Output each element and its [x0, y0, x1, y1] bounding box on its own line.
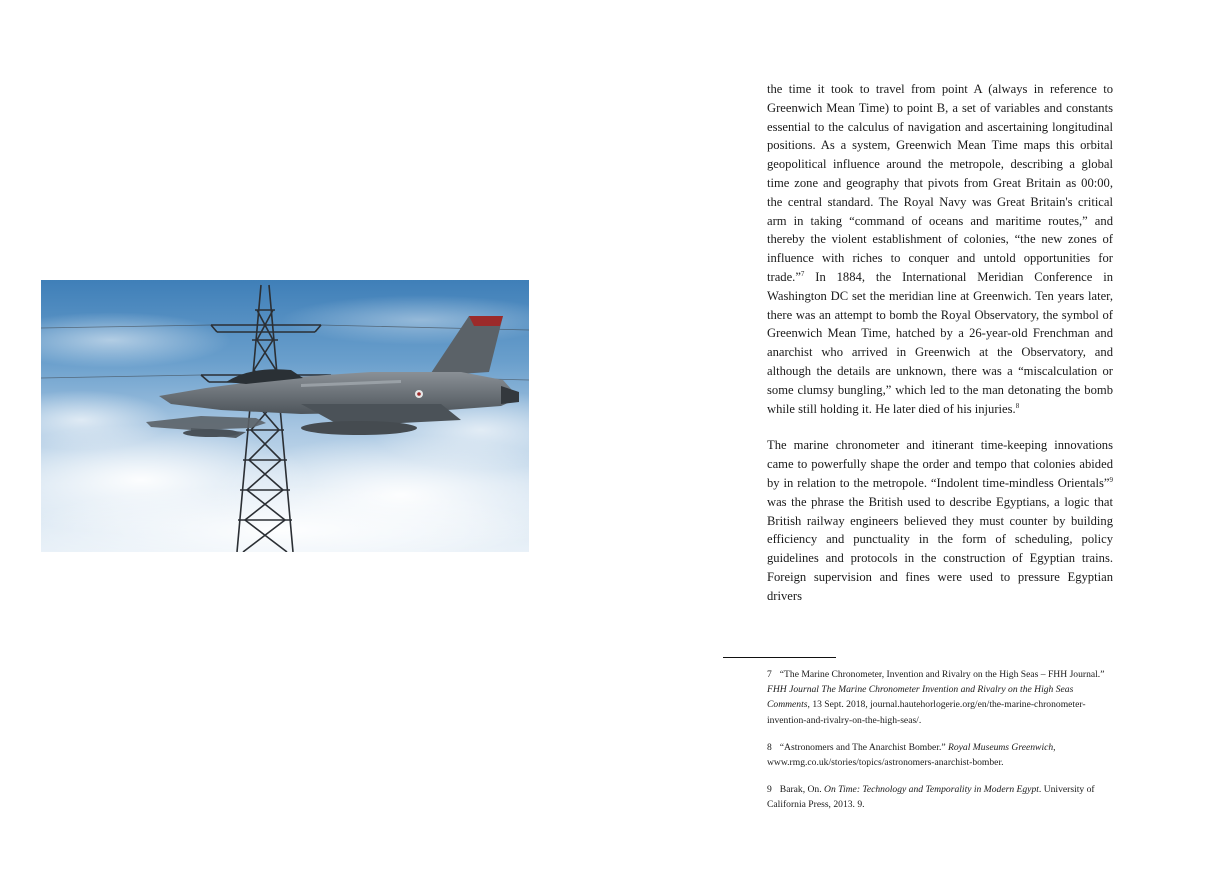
paragraph-2-text-cont: was the phrase the British used to describe Egyptians, a logic that British railway engineers believed they must counter by building efficiency and punctuality in the form of scheduling, policy guidelines and protocols in the construction of Egyptian trains. Foreign supervision and fines were used to pressure Egyptian drivers: [767, 494, 1113, 603]
footnote-number: 8: [767, 741, 772, 753]
footnote-text: “The Marine Chronometer, Invention and Rivalry on the High Seas – FHH Journal.”: [779, 669, 1105, 680]
footnote-title: Royal Museums Greenwich: [948, 741, 1054, 753]
footnote-link[interactable]: , 13 Sept. 2018, journal.hautehorlogerie.org/en/the-marine-chronometer-invention-and-rivalry-on-the-high-seas/.: [767, 699, 1086, 726]
body-text-column: [767, 80, 1113, 606]
footnote-7: [767, 667, 1113, 728]
footnote-link[interactable]: , www.rmg.co.uk/stories/topics/astronomers-anarchist-bomber.: [767, 741, 1056, 769]
footnote-number: 7: [767, 669, 772, 680]
footnote-ref-8[interactable]: 8: [1015, 401, 1020, 410]
jet-pylon-photo: [41, 280, 529, 552]
footnote-ref-7[interactable]: 7: [800, 269, 805, 278]
footnote-number: 9: [767, 784, 772, 796]
jet-pylon-illustration: [41, 280, 529, 552]
paragraph-2-text: The marine chronometer and itinerant time-keeping innovations came to powerfully shape the order and tempo that colonies abided by in relation to the metropole. “Indolent time-mindless Orientals”: [767, 438, 1113, 490]
paragraph-1-text: the time it took to travel from point A (always in reference to Greenwich Mean Time) to point B, a set of variables and constants essential to the calculus of navigation and ascertaining longitudinal positions. As a system, Greenwich Mean Time maps this orbital geopolitical influence around the metropole, describing a global time zone and geography that pivots from Great Britain as 00:00, the central standard. The Royal Navy was Great Britain's critical arm in taking “command of oceans and maritime routes,” and thereby the violent establishment of colonies, “the new zones of influence with riches to conquer and untold opportunities for trade.”: [767, 82, 1113, 284]
body-paragraph-1: [767, 80, 1113, 418]
footnote-separator: [723, 657, 836, 658]
footnote-title: On Time: Technology and Temporality in Modern Egypt: [824, 784, 1039, 796]
footnote-text: Barak, On.: [779, 784, 825, 796]
footnote-title: FHH Journal The Marine Chronometer Invention and Rivalry on the High Seas Comments: [767, 684, 1074, 711]
paragraph-1-text-cont: In 1884, the International Meridian Conference in Washington DC set the meridian line at Greenwich. Ten years later, there was an attempt to bomb the Royal Observatory, the symbol of Greenwich Mean Time, hatched by a 26-year-old Frenchman and anarchist who arrived in Greenwich at the Observatory, and although the details are unknown, there was a “miscalculation or some clumsy bungling,” which led to the man detonating the bomb while still holding it. He later died of his injuries.: [767, 269, 1113, 416]
footnote-9: [767, 782, 1113, 812]
body-paragraph-2: [767, 436, 1113, 605]
footnotes: [767, 667, 1113, 825]
footnote-publisher: . University of California Press, 2013. 9.: [767, 784, 1095, 811]
footnote-text: “Astronomers and The Anarchist Bomber.”: [779, 741, 949, 753]
footnote-ref-9[interactable]: 9: [1109, 475, 1113, 484]
footnote-8: [767, 740, 1113, 770]
